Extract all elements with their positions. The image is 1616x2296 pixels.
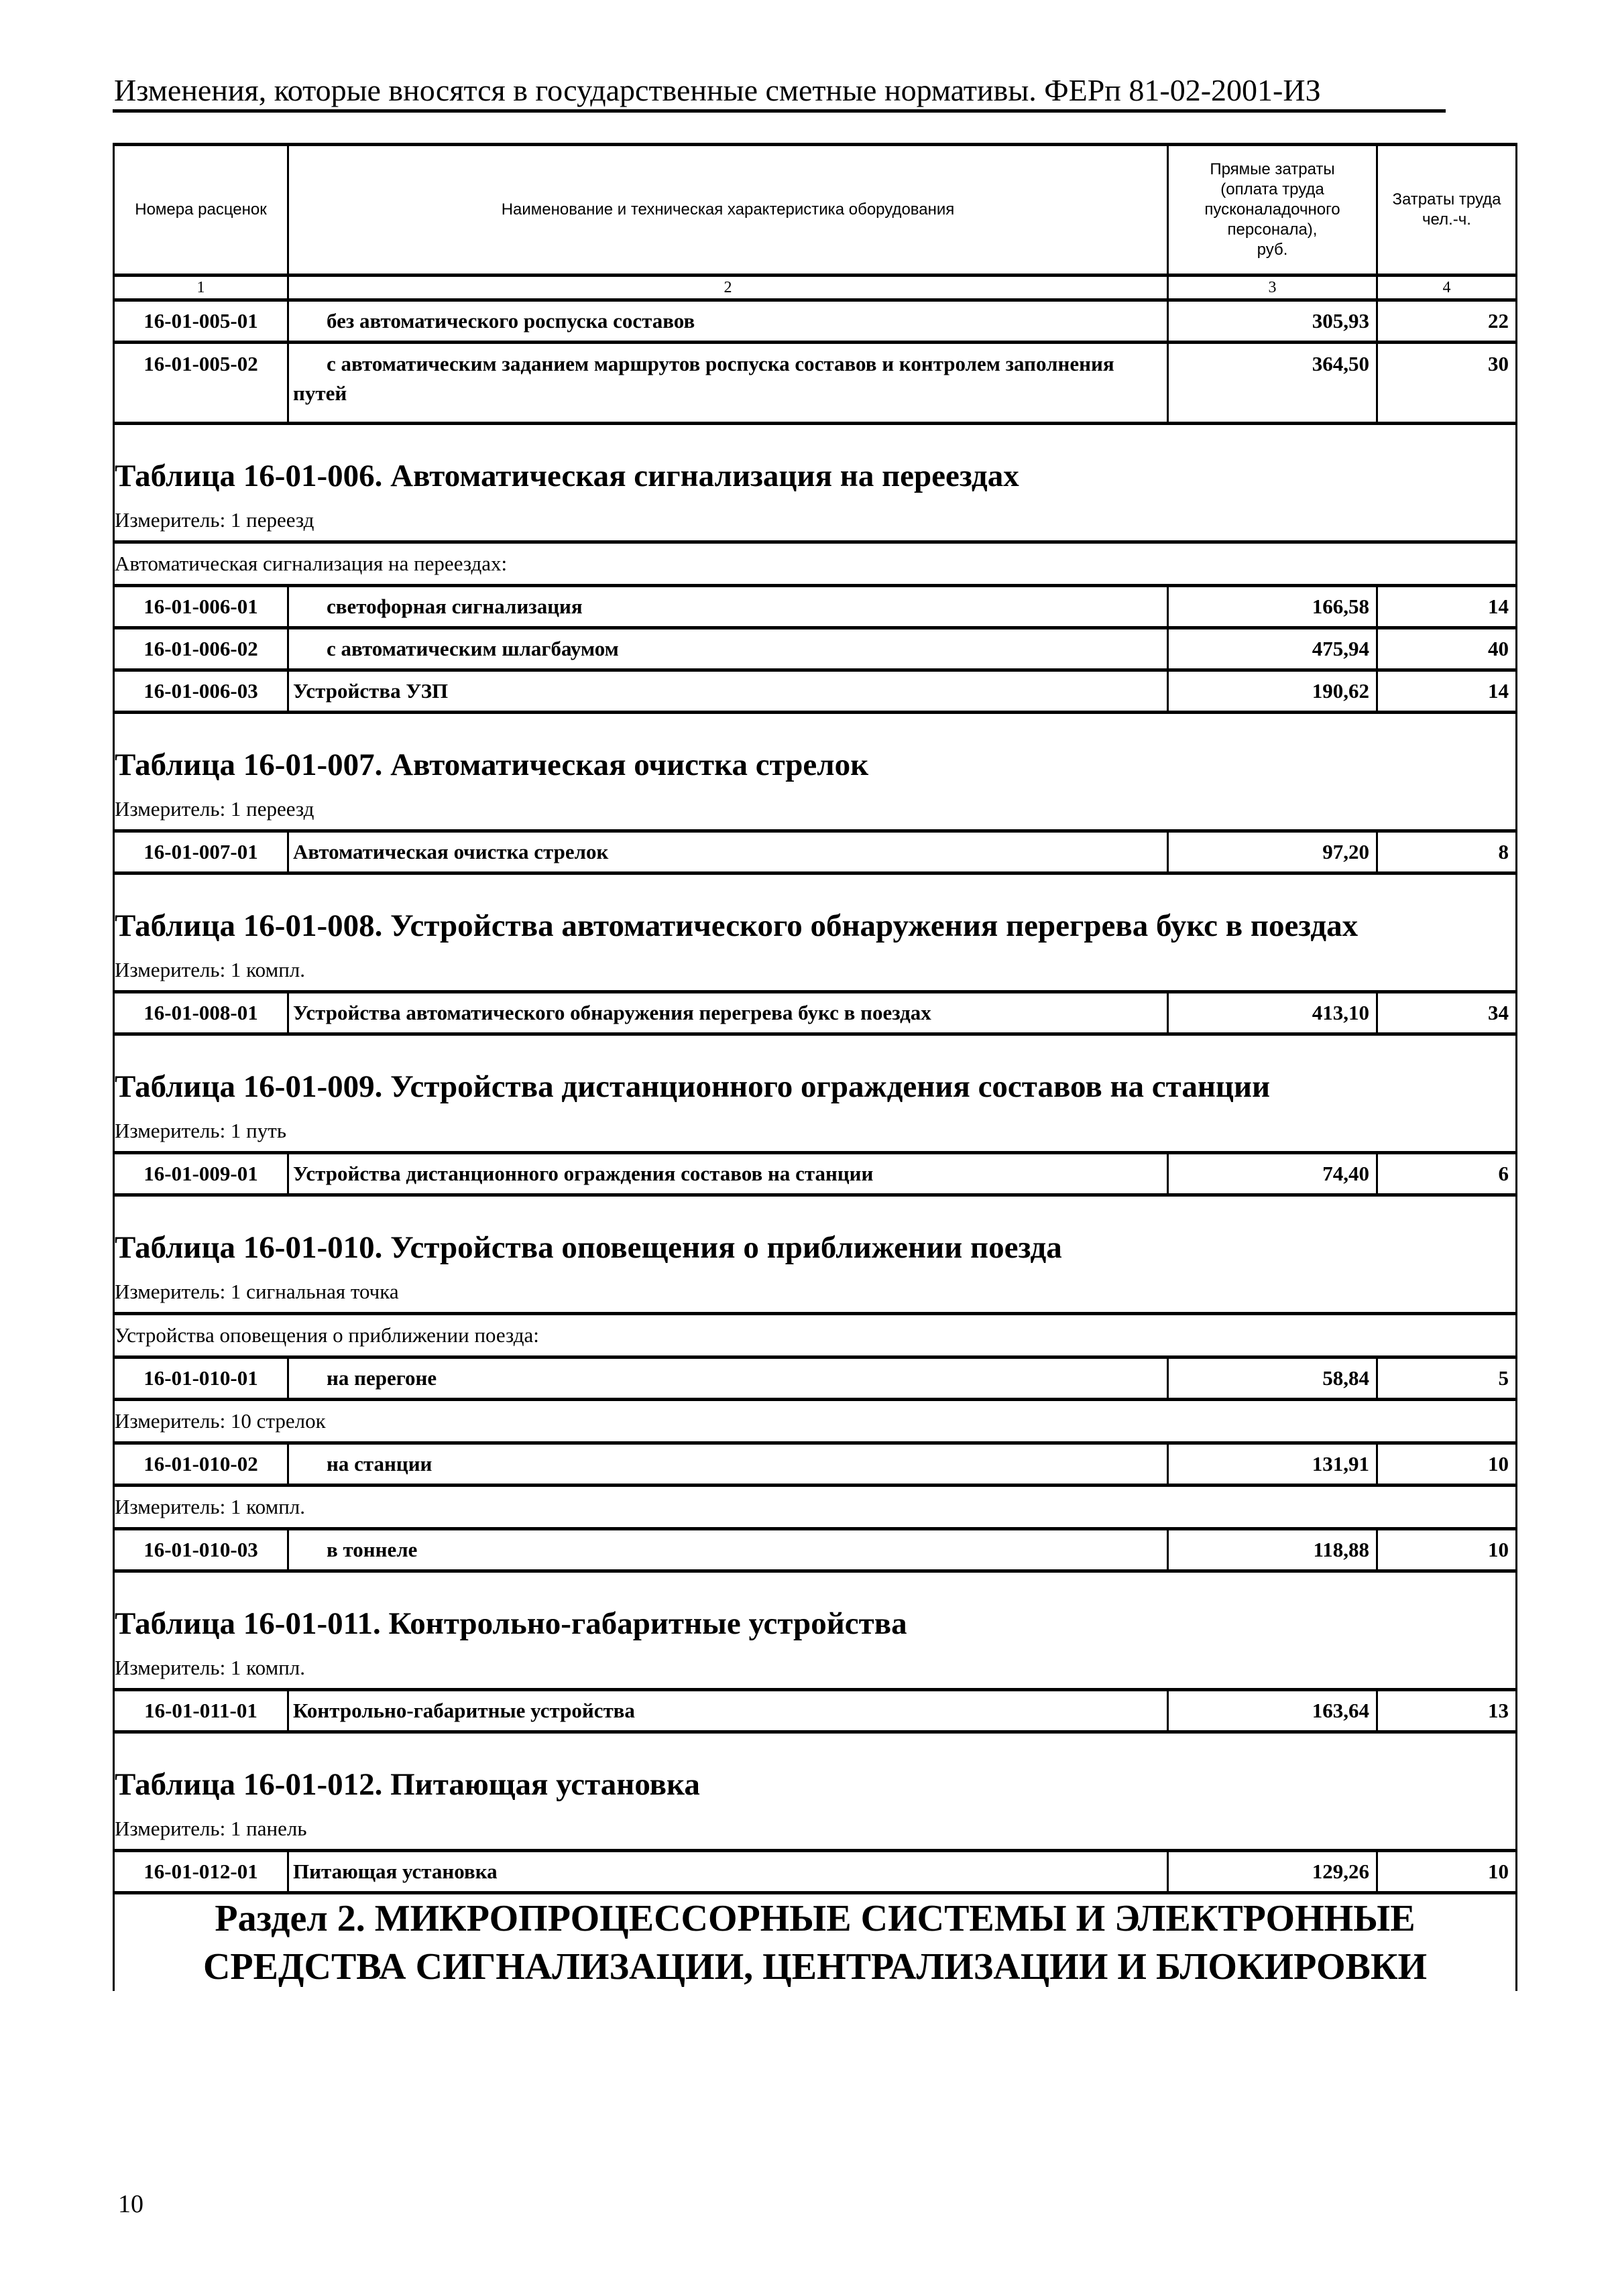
section-heading-row bbox=[114, 1893, 1517, 1992]
header-rate-number: Номера расценок bbox=[114, 145, 288, 276]
table-row bbox=[114, 670, 1517, 713]
rate-code: 16-01-010-01 bbox=[114, 1357, 288, 1400]
column-number: 2 bbox=[288, 276, 1168, 300]
measure-row bbox=[114, 1111, 1517, 1153]
table-caption: Таблица 16-01-011. Контрольно-габаритные устройства bbox=[114, 1571, 1517, 1648]
direct-cost: 97,20 bbox=[1168, 831, 1377, 873]
table-row bbox=[114, 1357, 1517, 1400]
column-number: 1 bbox=[114, 276, 288, 300]
subheading-row bbox=[114, 542, 1517, 586]
subheading: Устройства оповещения о приближении поезда: bbox=[114, 1314, 1517, 1357]
table-caption-row bbox=[114, 1195, 1517, 1272]
table-caption-row bbox=[114, 1732, 1517, 1809]
measure-row bbox=[114, 1486, 1517, 1529]
item-name: с автоматическим шлагбаумом bbox=[288, 628, 1168, 670]
measure-unit: Измеритель: 1 переезд bbox=[114, 500, 1517, 542]
direct-cost: 166,58 bbox=[1168, 586, 1377, 628]
header-equipment-name: Наименование и техническая характеристика оборудования bbox=[288, 145, 1168, 276]
rate-code: 16-01-011-01 bbox=[114, 1690, 288, 1732]
subheading: Автоматическая сигнализация на переездах: bbox=[114, 542, 1517, 586]
labor-hours: 13 bbox=[1377, 1690, 1517, 1732]
labor-hours: 6 bbox=[1377, 1153, 1517, 1195]
direct-cost: 163,64 bbox=[1168, 1690, 1377, 1732]
measure-row bbox=[114, 1809, 1517, 1851]
rates-table-frame bbox=[113, 143, 1515, 1991]
table-caption: Таблица 16-01-009. Устройства дистанционного ограждения составов на станции bbox=[114, 1034, 1517, 1111]
labor-hours: 14 bbox=[1377, 670, 1517, 713]
table-caption: Таблица 16-01-006. Автоматическая сигнализация на переездах bbox=[114, 424, 1517, 501]
table-caption: Таблица 16-01-008. Устройства автоматического обнаружения перегрева букс в поездах bbox=[114, 873, 1517, 951]
measure-unit: Измеритель: 1 компл. bbox=[114, 950, 1517, 992]
rate-code: 16-01-005-02 bbox=[114, 343, 288, 424]
item-name: Устройства автоматического обнаружения перегрева букс в поездах bbox=[288, 992, 1168, 1034]
measure-unit: Измеритель: 1 переезд bbox=[114, 789, 1517, 831]
direct-cost: 58,84 bbox=[1168, 1357, 1377, 1400]
direct-cost: 413,10 bbox=[1168, 992, 1377, 1034]
table-row bbox=[114, 992, 1517, 1034]
labor-hours: 34 bbox=[1377, 992, 1517, 1034]
measure-unit: Измеритель: 1 компл. bbox=[114, 1648, 1517, 1690]
rate-code: 16-01-006-02 bbox=[114, 628, 288, 670]
running-header: Изменения, которые вносятся в государственные сметные нормативы. ФЕРп 81-02-2001-ИЗ bbox=[114, 73, 1321, 107]
measure-unit: Измеритель: 1 путь bbox=[114, 1111, 1517, 1153]
table-caption-row bbox=[114, 873, 1517, 951]
item-name: в тоннеле bbox=[288, 1529, 1168, 1571]
item-name: Питающая установка bbox=[288, 1851, 1168, 1893]
column-number: 4 bbox=[1377, 276, 1517, 300]
direct-cost: 129,26 bbox=[1168, 1851, 1377, 1893]
direct-cost: 190,62 bbox=[1168, 670, 1377, 713]
rate-code: 16-01-010-02 bbox=[114, 1443, 288, 1486]
measure-row bbox=[114, 1400, 1517, 1443]
header-rule bbox=[113, 109, 1446, 113]
labor-hours: 10 bbox=[1377, 1529, 1517, 1571]
table-caption: Таблица 16-01-007. Автоматическая очистка стрелок bbox=[114, 713, 1517, 790]
measure-unit: Измеритель: 10 стрелок bbox=[114, 1400, 1517, 1443]
labor-hours: 5 bbox=[1377, 1357, 1517, 1400]
table-row bbox=[114, 300, 1517, 343]
rates-table bbox=[113, 143, 1517, 1991]
rate-code: 16-01-006-01 bbox=[114, 586, 288, 628]
table-caption-row bbox=[114, 1571, 1517, 1648]
rate-code: 16-01-007-01 bbox=[114, 831, 288, 873]
item-name: на перегоне bbox=[288, 1357, 1168, 1400]
subheading-row bbox=[114, 1314, 1517, 1357]
table-row bbox=[114, 1529, 1517, 1571]
rate-code: 16-01-009-01 bbox=[114, 1153, 288, 1195]
header-labor-costs: Затраты труда чел.-ч. bbox=[1377, 145, 1517, 276]
rate-code: 16-01-006-03 bbox=[114, 670, 288, 713]
table-caption: Таблица 16-01-010. Устройства оповещения о приближении поезда bbox=[114, 1195, 1517, 1272]
labor-hours: 22 bbox=[1377, 300, 1517, 343]
direct-cost: 118,88 bbox=[1168, 1529, 1377, 1571]
rate-code: 16-01-012-01 bbox=[114, 1851, 288, 1893]
table-row bbox=[114, 831, 1517, 873]
item-name: светофорная сигнализация bbox=[288, 586, 1168, 628]
measure-row bbox=[114, 789, 1517, 831]
item-name: Автоматическая очистка стрелок bbox=[288, 831, 1168, 873]
measure-row bbox=[114, 1648, 1517, 1690]
item-name: Контрольно-габаритные устройства bbox=[288, 1690, 1168, 1732]
table-caption-row bbox=[114, 424, 1517, 501]
direct-cost: 131,91 bbox=[1168, 1443, 1377, 1486]
labor-hours: 8 bbox=[1377, 831, 1517, 873]
labor-hours: 10 bbox=[1377, 1443, 1517, 1486]
direct-cost: 364,50 bbox=[1168, 343, 1377, 424]
table-row bbox=[114, 1690, 1517, 1732]
direct-cost: 475,94 bbox=[1168, 628, 1377, 670]
table-header-row bbox=[114, 145, 1517, 276]
direct-cost: 74,40 bbox=[1168, 1153, 1377, 1195]
rate-code: 16-01-010-03 bbox=[114, 1529, 288, 1571]
column-number-row bbox=[114, 276, 1517, 300]
table-caption: Таблица 16-01-012. Питающая установка bbox=[114, 1732, 1517, 1809]
rate-code: 16-01-005-01 bbox=[114, 300, 288, 343]
labor-hours: 14 bbox=[1377, 586, 1517, 628]
column-number: 3 bbox=[1168, 276, 1377, 300]
labor-hours: 40 bbox=[1377, 628, 1517, 670]
labor-hours: 30 bbox=[1377, 343, 1517, 424]
item-name: Устройства УЗП bbox=[288, 670, 1168, 713]
measure-unit: Измеритель: 1 сигнальная точка bbox=[114, 1272, 1517, 1314]
header-direct-costs: Прямые затраты (оплата труда пусконаладочного персонала), руб. bbox=[1168, 145, 1377, 276]
page-number: 10 bbox=[118, 2190, 143, 2218]
measure-row bbox=[114, 500, 1517, 542]
table-caption-row bbox=[114, 1034, 1517, 1111]
measure-row bbox=[114, 950, 1517, 992]
item-name: с автоматическим заданием маршрутов роспуска составов и контролем заполнения путей bbox=[288, 343, 1168, 424]
item-name: на станции bbox=[288, 1443, 1168, 1486]
measure-row bbox=[114, 1272, 1517, 1314]
table-row bbox=[114, 586, 1517, 628]
table-row bbox=[114, 1443, 1517, 1486]
table-row bbox=[114, 1851, 1517, 1893]
table-row bbox=[114, 628, 1517, 670]
measure-unit: Измеритель: 1 панель bbox=[114, 1809, 1517, 1851]
labor-hours: 10 bbox=[1377, 1851, 1517, 1893]
section-heading: Раздел 2. МИКРОПРОЦЕССОРНЫЕ СИСТЕМЫ И ЭЛЕКТРОННЫЕ СРЕДСТВА СИГНАЛИЗАЦИИ, ЦЕНТРАЛИЗАЦИИ И БЛОКИРОВКИ bbox=[114, 1893, 1517, 1992]
table-caption-row bbox=[114, 713, 1517, 790]
table-row bbox=[114, 343, 1517, 424]
item-name: без автоматического роспуска составов bbox=[288, 300, 1168, 343]
measure-unit: Измеритель: 1 компл. bbox=[114, 1486, 1517, 1529]
rate-code: 16-01-008-01 bbox=[114, 992, 288, 1034]
table-row bbox=[114, 1153, 1517, 1195]
direct-cost: 305,93 bbox=[1168, 300, 1377, 343]
item-name: Устройства дистанционного ограждения составов на станции bbox=[288, 1153, 1168, 1195]
